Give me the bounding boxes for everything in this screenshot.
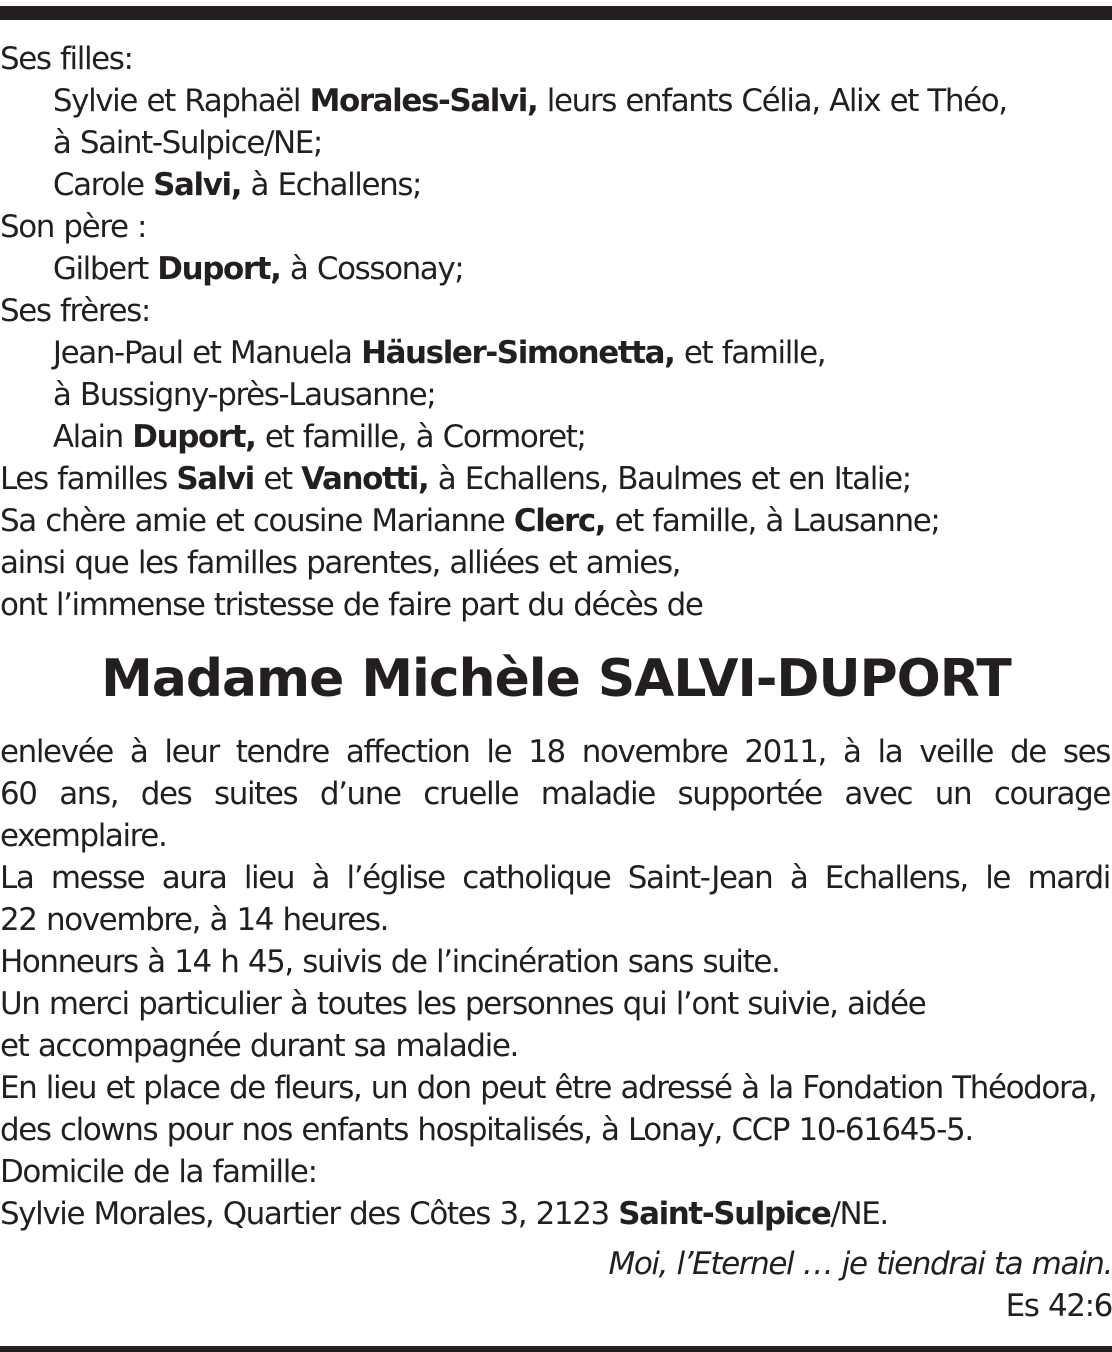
- thanks-line: Un merci particulier à toutes les personnes qui l’ont suivie, aidée: [0, 986, 926, 1022]
- announcement-line: ont l’immense tristesse de faire part du décès de: [0, 587, 703, 623]
- mass-line: La messe aura lieu à l’église catholique Saint-Jean à Echallens, le mardi: [0, 860, 1110, 896]
- brother1-family: et famille,: [674, 335, 826, 371]
- father-entry: [0, 248, 1112, 290]
- father-surname: Duport,: [157, 251, 281, 287]
- donation-line: En lieu et place de fleurs, un don peut être adressé à la Fondation Théodora,: [0, 1070, 1097, 1106]
- brother2-surname: Duport,: [132, 419, 256, 455]
- obituary-notice: [0, 38, 1112, 1327]
- brother2-given-name: Alain: [52, 419, 133, 455]
- brother2-place: et famille, à Cormoret;: [255, 419, 586, 455]
- bottom-rule: [0, 1346, 1112, 1352]
- daughter1-given-names: Sylvie et Raphaël: [52, 83, 310, 119]
- daughter-entry-2: [0, 164, 1112, 206]
- body-line: 60 ans, des suites d’une cruelle maladie supportée avec un courage: [0, 776, 1110, 812]
- bible-reference: Es 42:6: [1005, 1288, 1112, 1324]
- daughter2-given-name: Carole: [52, 167, 154, 203]
- deceased-name: Madame Michèle SALVI-DUPORT: [101, 649, 1011, 709]
- mass-line: 22 novembre, à 14 heures.: [0, 902, 389, 938]
- donation-line: des clowns pour nos enfants hospitalisés, à Lonay, CCP 10-61645-5.: [0, 1112, 973, 1148]
- daughters-heading: Ses filles:: [0, 41, 133, 77]
- honours-line: Honneurs à 14 h 45, suivis de l’incinération sans suite.: [0, 944, 780, 980]
- body-line: enlevée à leur tendre affection le 18 novembre 2011, à la veille de ses: [0, 734, 1110, 770]
- families-prefix: Les familles: [0, 461, 177, 497]
- families-surname-1: Salvi: [176, 461, 254, 497]
- brother1-surname: Häusler-Simonetta,: [361, 335, 675, 371]
- daughter2-place: à Echallens;: [241, 167, 422, 203]
- friend-entry: [0, 500, 1110, 542]
- daughter-entry-1: [0, 80, 1112, 122]
- top-rule: [0, 6, 1112, 20]
- brother-entry-1: [0, 332, 1112, 374]
- father-given-name: Gilbert: [52, 251, 158, 287]
- friend-surname: Clerc,: [513, 503, 606, 539]
- domicile-street: Sylvie Morales, Quartier des Côtes 3, 2123: [0, 1196, 619, 1232]
- families-surname-2: Vanotti,: [301, 461, 429, 497]
- daughter1-surname: Morales-Salvi,: [309, 83, 538, 119]
- families-conjunction: et: [253, 461, 302, 497]
- domicile-town: Saint-Sulpice: [618, 1196, 831, 1232]
- daughter-entry-1-place: à Saint-Sulpice/NE;: [52, 125, 322, 161]
- domicile-heading: Domicile de la famille:: [0, 1154, 317, 1190]
- daughter1-children: leurs enfants Célia, Alix et Théo,: [537, 83, 1007, 119]
- brother-entry-1-place: à Bussigny-près-Lausanne;: [52, 377, 436, 413]
- brothers-heading: Ses frères:: [0, 293, 150, 329]
- brother-entry-2: [0, 416, 1112, 458]
- thanks-line: et accompagnée durant sa maladie.: [0, 1028, 518, 1064]
- daughter2-surname: Salvi,: [153, 167, 242, 203]
- other-families: ainsi que les familles parentes, alliées et amies,: [0, 545, 681, 581]
- friend-prefix: Sa chère amie et cousine Marianne: [0, 503, 514, 539]
- domicile-canton: /NE.: [830, 1196, 888, 1232]
- domicile-address: [0, 1193, 1110, 1235]
- body-line: exemplaire.: [0, 818, 167, 854]
- families-entry: [0, 458, 1110, 500]
- bible-quote: Moi, l’Eternel … je tiendrai ta main.: [608, 1246, 1112, 1282]
- father-place: à Cossonay;: [280, 251, 464, 287]
- families-places: à Echallens, Baulmes et en Italie;: [428, 461, 911, 497]
- brother1-given-names: Jean-Paul et Manuela: [52, 335, 362, 371]
- father-heading: Son père :: [0, 209, 147, 245]
- friend-place: et famille, à Lausanne;: [605, 503, 940, 539]
